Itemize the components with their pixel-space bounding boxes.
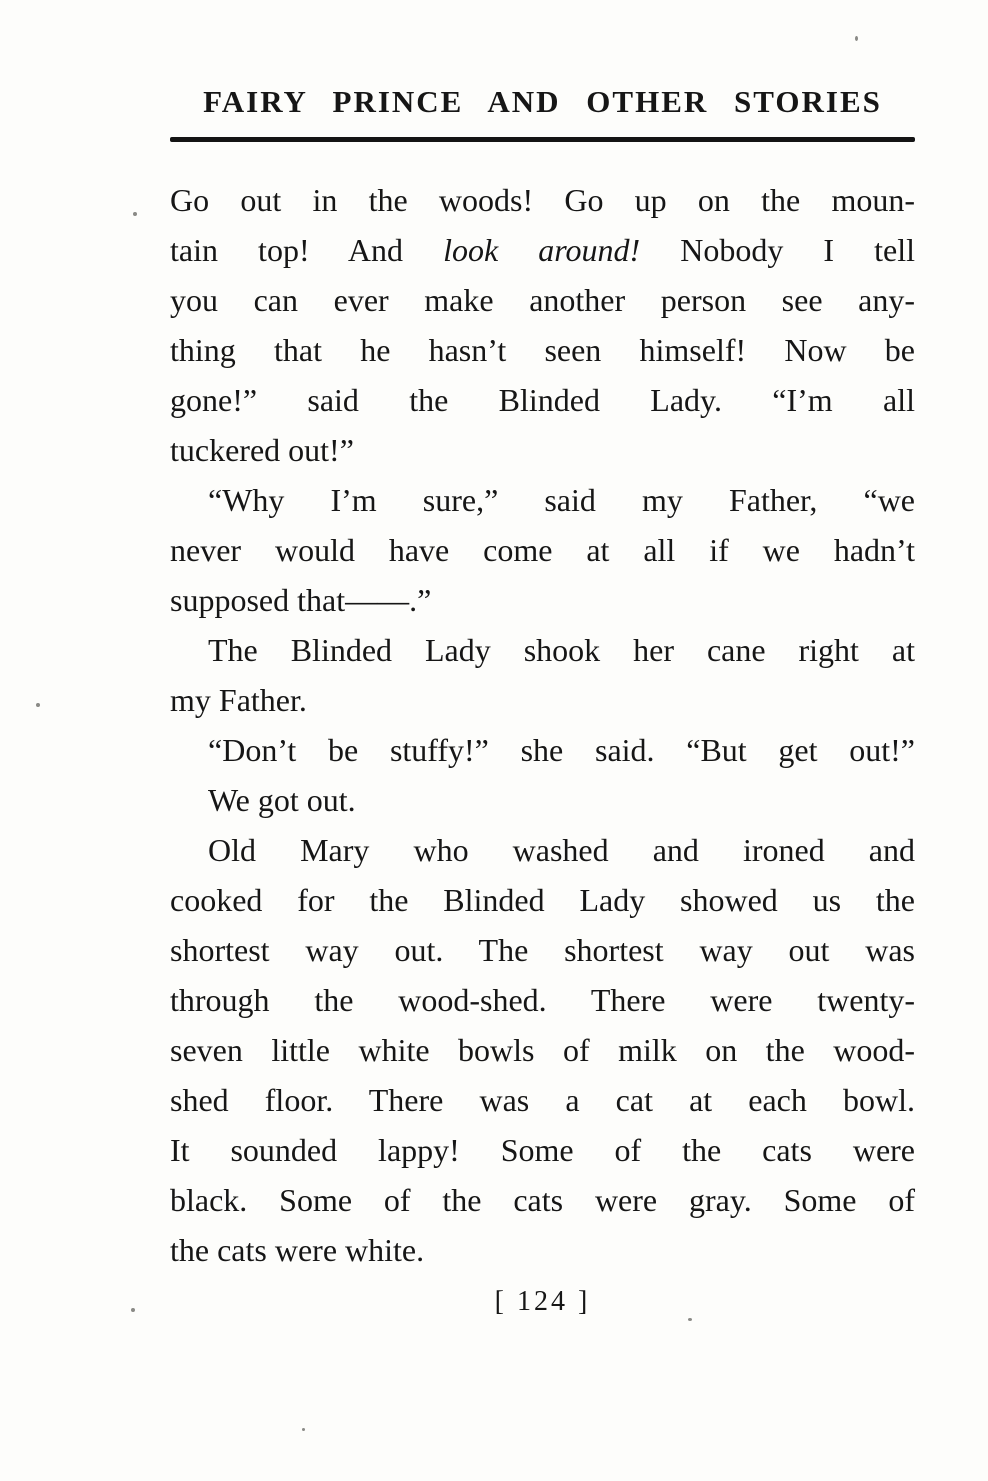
- text-line: supposed that——.”: [170, 582, 432, 618]
- text-segment: Nobody I tell: [640, 232, 916, 268]
- text-line: cooked for the Blinded Lady showed us the: [170, 882, 915, 918]
- text-line: The Blinded Lady shook her cane right at: [208, 632, 915, 668]
- text-line: It sounded lappy! Some of the cats were: [170, 1132, 915, 1168]
- running-header: FAIRY PRINCE AND OTHER STORIES: [203, 84, 882, 119]
- scan-speck: [36, 703, 40, 707]
- scan-speck: [133, 212, 137, 216]
- text-line: [170, 225, 915, 275]
- header-rule-divider: [170, 137, 915, 142]
- page-number: [ 124 ]: [494, 1286, 591, 1317]
- text-line: Go out in the woods! Go up on the moun-: [170, 182, 915, 218]
- text-segment: tain top! And: [170, 232, 444, 268]
- text-line: never would have come at all if we hadn’t: [170, 532, 915, 568]
- text-line: my Father.: [170, 682, 307, 718]
- scan-speck: [855, 36, 858, 41]
- text-line: seven little white bowls of milk on the wood-: [170, 1032, 915, 1068]
- text-line: We got out.: [208, 782, 356, 818]
- text-line: “Don’t be stuffy!” she said. “But get out!”: [208, 732, 915, 768]
- text-line: gone!” said the Blinded Lady. “I’m all: [170, 382, 915, 418]
- scan-speck: [302, 1428, 305, 1431]
- text-line: Old Mary who washed and ironed and: [208, 832, 915, 868]
- text-line: the cats were white.: [170, 1232, 425, 1268]
- text-line: thing that he hasn’t seen himself! Now be: [170, 332, 915, 368]
- text-line: shortest way out. The shortest way out was: [170, 932, 915, 968]
- text-line: black. Some of the cats were gray. Some of: [170, 1182, 915, 1218]
- text-line: tuckered out!”: [170, 432, 354, 468]
- text-line: you can ever make another person see any-: [170, 282, 915, 318]
- text-block: [170, 0, 915, 1318]
- scan-speck: [131, 1308, 135, 1312]
- scan-speck: [688, 1318, 692, 1321]
- text-line: through the wood-shed. There were twenty-: [170, 982, 915, 1018]
- body-text: [170, 175, 915, 1275]
- text-line: shed floor. There was a cat at each bowl.: [170, 1082, 915, 1118]
- text-line: “Why I’m sure,” said my Father, “we: [208, 482, 915, 518]
- italic-phrase: look around!: [443, 232, 641, 268]
